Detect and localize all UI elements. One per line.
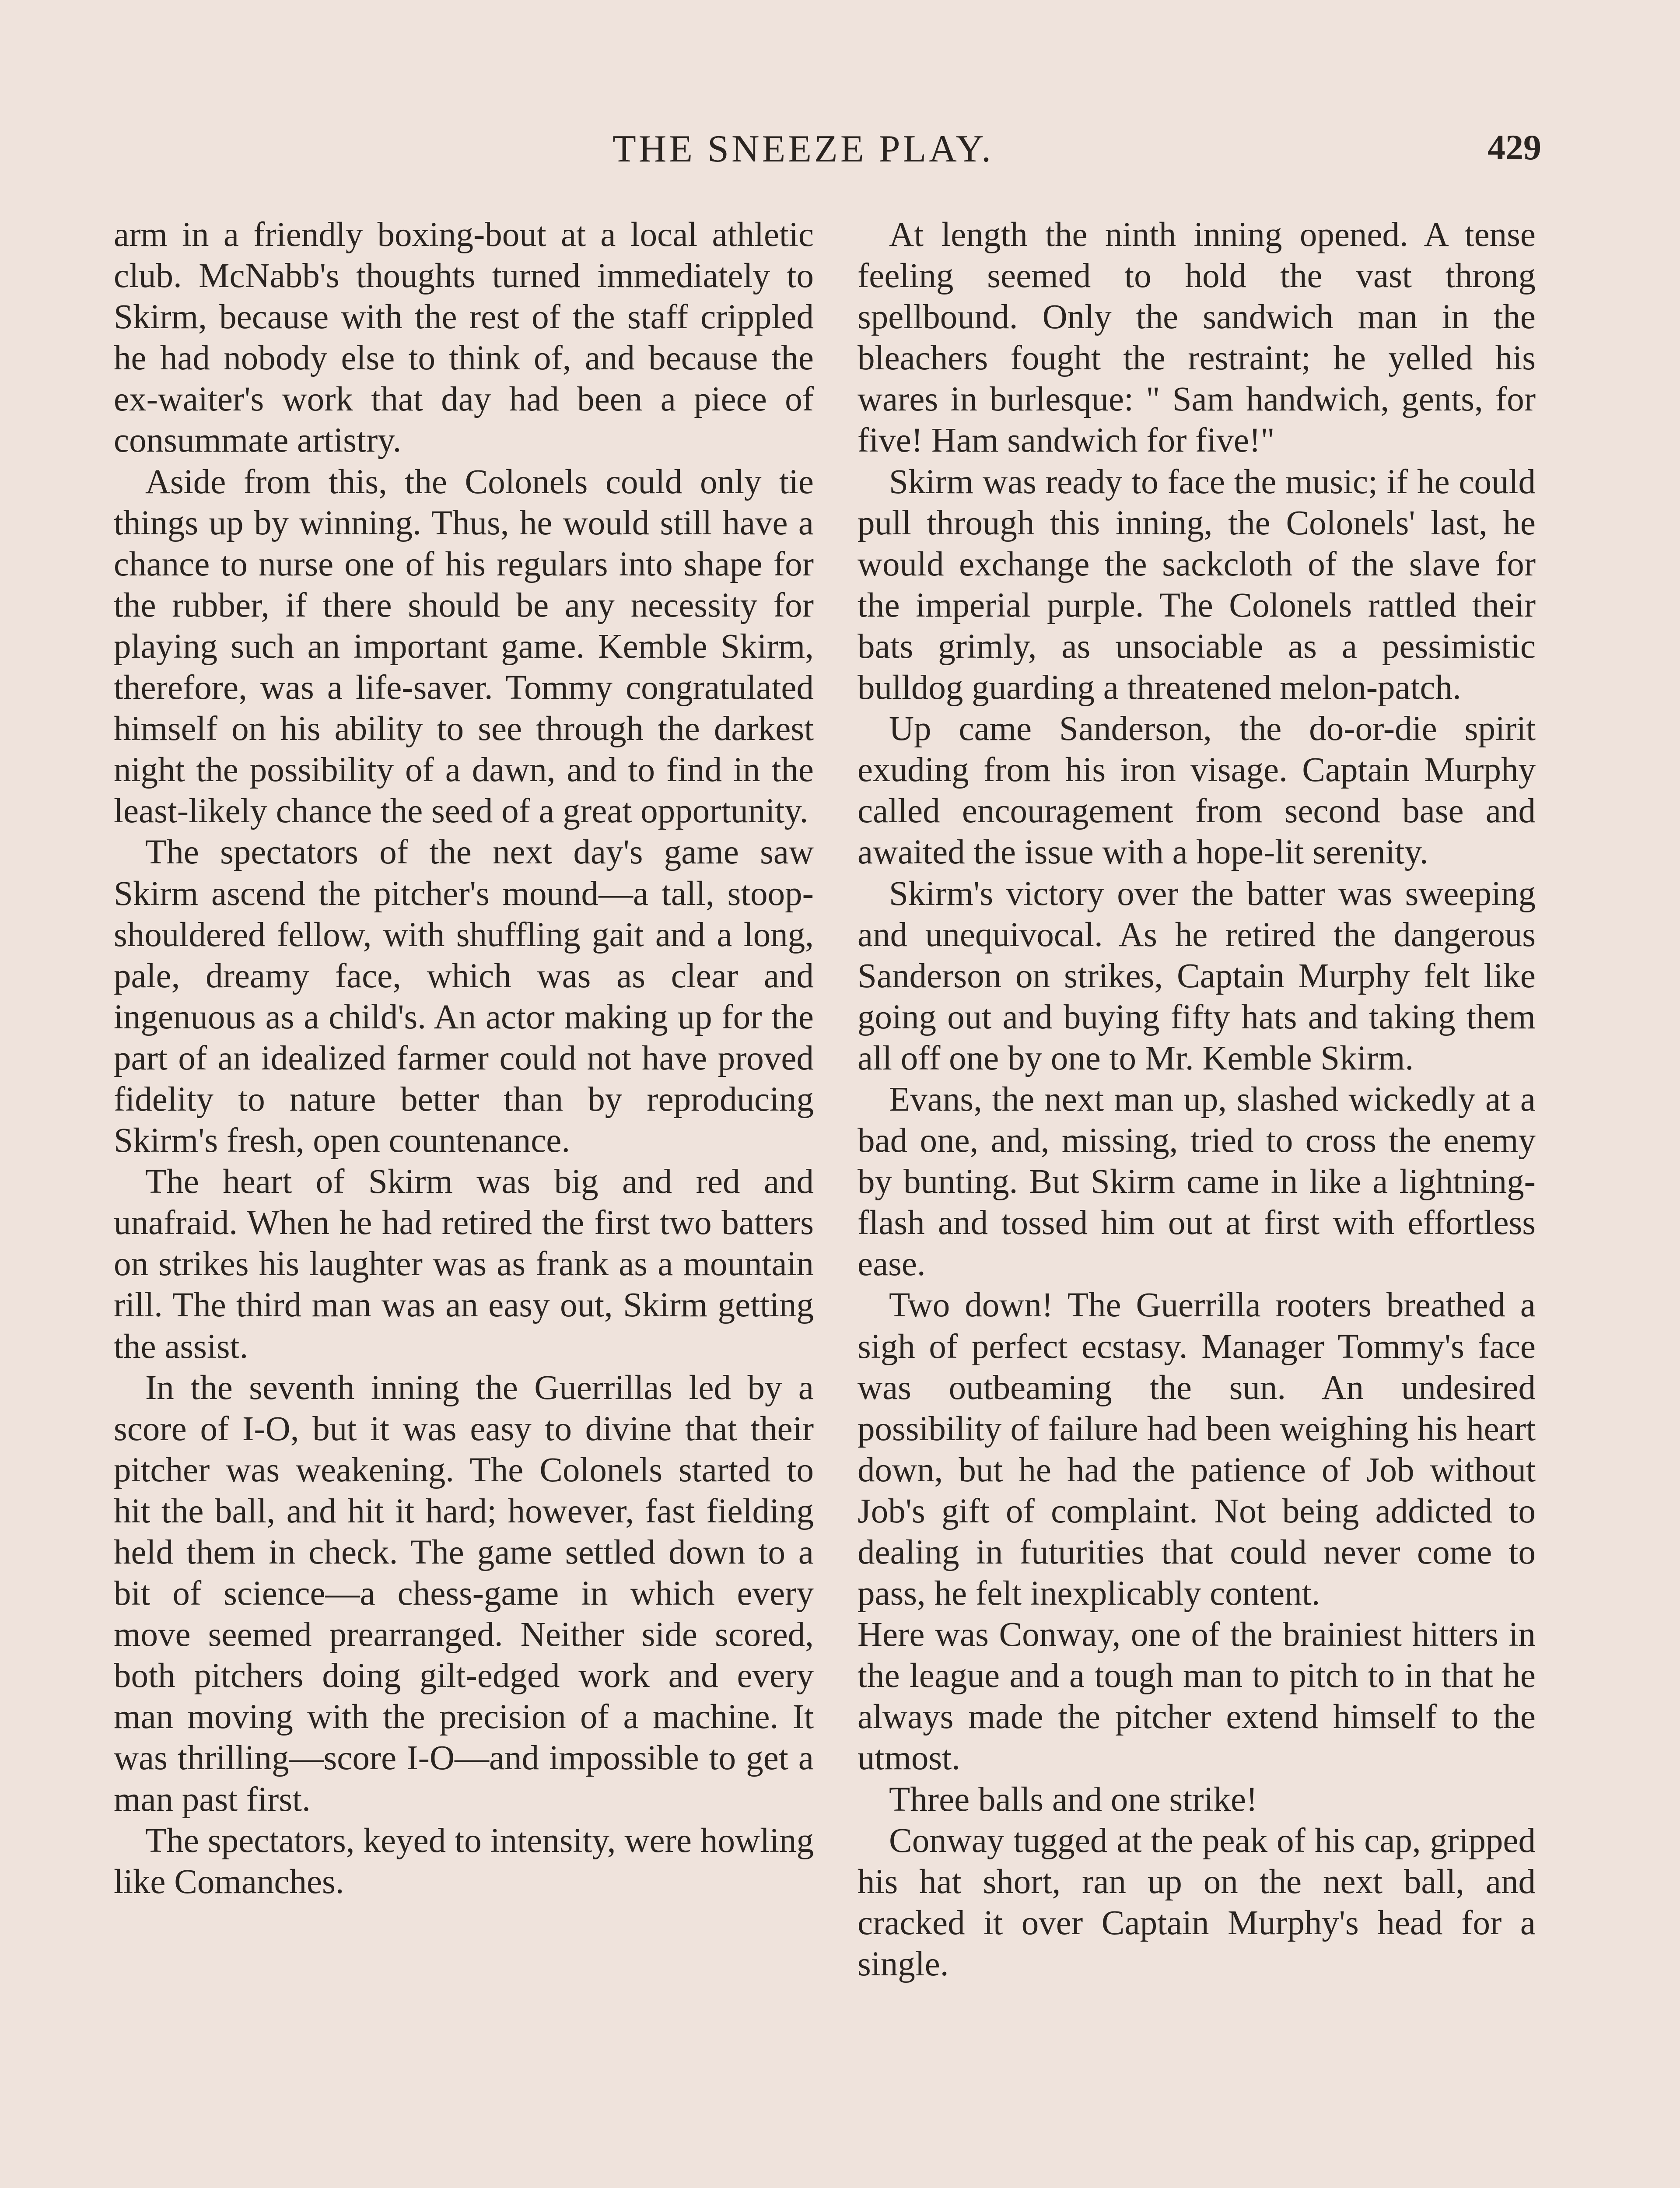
paragraph: In the seventh inning the Guerrillas led by a score of I-O, but it was easy to divine that their pitcher was weakening. The Colonels started to hit the ball, and hit it hard; however, fast fielding held them in check. The game settled down to a bit of science—a chess-game in which every move seemed prearranged. Neither side scored, both pitchers doing gilt-edged work and every man moving with the precision of a machine. It was thrilling—score I-O—and impossible to get a man past first. [114, 1368, 814, 1819]
paragraph: At length the ninth inning opened. A tense feeling seemed to hold the vast throng spellbound. Only the sandwich man in the bleachers fought the restraint; he yelled his wares in burlesque: " Sam handwich, gents, for five! Ham sandwich for five!" [858, 216, 1536, 460]
paragraph: Evans, the next man up, slashed wickedly at a bad one, and, missing, tried to cross the enemy by bunting. But Skirm came in like a lightning-flash and tossed him out at first with effortless ease. [858, 1080, 1536, 1283]
page-header [0, 127, 1680, 197]
paragraph: Skirm's victory over the batter was sweeping and unequivocal. As he retired the dangerous Sanderson on strikes, Captain Murphy felt like going out and buying fifty hats and taking them all off one by one to Mr. Kemble Skirm. [858, 874, 1536, 1077]
left-column [114, 214, 814, 1903]
right-column [858, 214, 1536, 1985]
paragraph: Three balls and one strike! [889, 1780, 1258, 1819]
page-number: 429 [1488, 127, 1541, 167]
paragraph: The heart of Skirm was big and red and unafraid. When he had retired the first two batters on strikes his laughter was as frank as a mountain rill. The third man was an easy out, Skirm getting the assist. [114, 1163, 814, 1366]
paragraph: The spectators of the next day's game saw Skirm ascend the pitcher's mound—a tall, stoop-shouldered fellow, with shuffling gait and a long, pale, dreamy face, which was as clear and ingenuous as a child's. An actor making up for the part of an idealized farmer could not have proved fidelity to nature better than by reproducing Skirm's fresh, open countenance. [114, 833, 814, 1160]
paragraph: Skirm was ready to face the music; if he could pull through this inning, the Colonels' last, he would exchange the sackcloth of the slave for the imperial purple. The Colonels rattled their bats grimly, as unsociable as a pessimistic bulldog guarding a threatened melon-patch. [858, 463, 1536, 707]
paragraph: Aside from this, the Colonels could only tie things up by winning. Thus, he would still have a chance to nurse one of his regulars into shape for the rubber, if there should be any necessity for playing such an important game. Kemble Skirm, therefore, was a life-saver. Tommy congratulated himself on his ability to see through the darkest night the possibility of a dawn, and to find in the least-likely chance the seed of a great opportunity. [114, 463, 814, 831]
paragraph: Conway tugged at the peak of his cap, gripped his hat short, ran up on the next ball, and cracked it over Captain Murphy's head for a single. [858, 1821, 1536, 1983]
paragraph: Two down! The Guerrilla rooters breathed a sigh of perfect ecstasy. Manager Tommy's face was outbeaming the sun. An undesired possibility of failure had been weighing his heart down, but he had the patience of Job without Job's gift of complaint. Not being addicted to dealing in futurities that could never come to pass, he felt inexplicably content. [858, 1286, 1536, 1613]
paragraph: Here was Conway, one of the brainiest hitters in the league and a tough man to pitch to in that he always made the pitcher extend himself to the utmost. [858, 1616, 1536, 1778]
running-title: THE SNEEZE PLAY. [612, 128, 994, 170]
paragraph: arm in a friendly boxing-bout at a local athletic club. McNabb's thoughts turned immediately to Skirm, because with the rest of the staff crippled he had nobody else to think of, and because the ex-waiter's work that day had been a piece of consummate artistry. [114, 216, 814, 460]
paragraph: Up came Sanderson, the do-or-die spirit exuding from his iron visage. Captain Murphy called encouragement from second base and awaited the issue with a hope-lit serenity. [858, 710, 1536, 872]
paragraph: The spectators, keyed to intensity, were howling like Comanches. [114, 1821, 814, 1901]
